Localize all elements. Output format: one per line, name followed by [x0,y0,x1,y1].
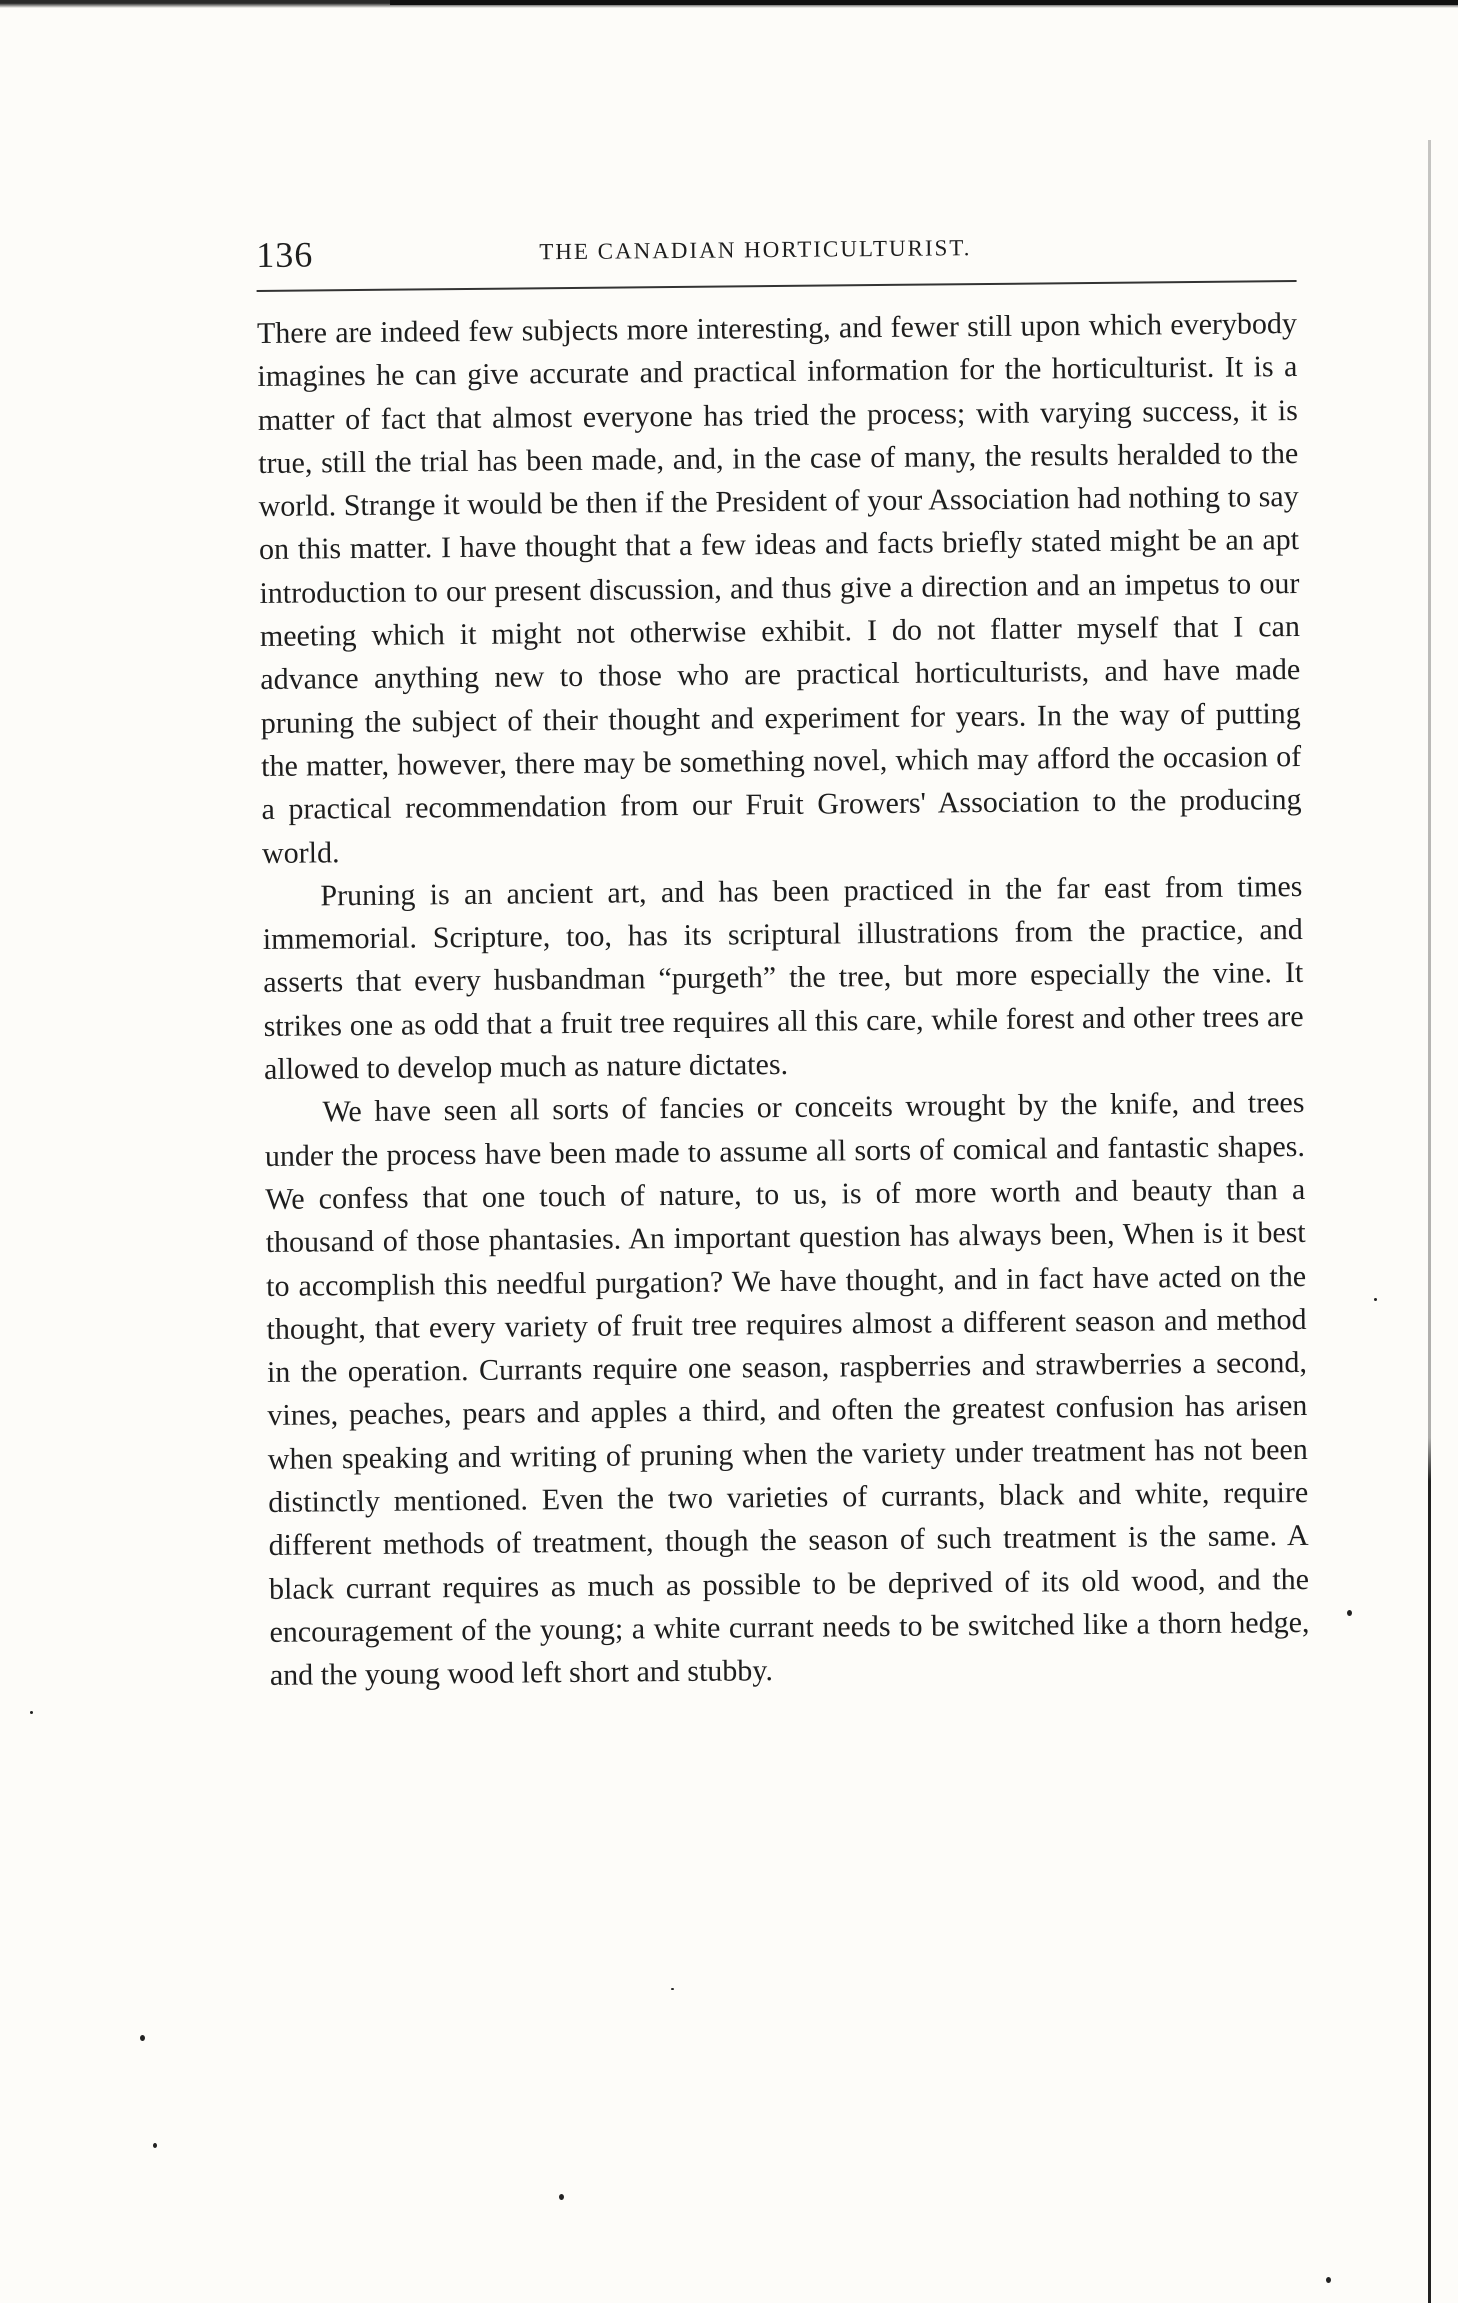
scan-speck [1347,1610,1352,1616]
scan-speck [1326,2277,1331,2283]
body-text [257,302,1310,1697]
scan-top-edge-dark [390,0,1458,5]
scan-speck [559,2194,564,2200]
paragraph-1: There are indeed few subjects more interesting, and fewer still upon which everybody imagines he can give accurate and practical information for the horticulturist. It is a matter of fact that almost everyone has tried the process; with varying success, it is true, still the trial has been made, and, in the case of many, the results heralded to the world. Strange it would be then if the President of your Association had nothing to say on this matter. I have thought that a few ideas and facts briefly stated might be an apt introduction to our present discussion, and thus give a direction and an impetus to our meeting which it might not otherwise exhibit. I do not flatter myself that I can advance anything new to those who are practical horticulturists, and have made pruning the subject of their thought and experiment for years. In the way of putting the matter, however, there may be something novel, which may afford the occasion of a practical recommendation from our Fruit Growers' Association to the producing world. [256,307,1302,870]
scan-right-edge [1428,140,1431,2303]
paragraph-2: Pruning is an ancient art, and has been practiced in the far east from times immemorial. Scripture, too, has its scriptural illustrations from the practice, and asserts that every husbandman “purgeth” the tree, but more especially the vine. It strikes one as odd that a fruit tree requires all this care, while forest and other trees are allowed to develop much as nature dictates. [262,869,1304,1087]
scan-speck [671,1988,674,1990]
scan-speck [140,2035,145,2041]
running-head [256,218,1317,288]
running-title: THE CANADIAN HORTICULTURIST. [539,235,972,265]
scan-speck [1374,1298,1377,1301]
book-page [256,218,1317,1693]
page-number: 136 [256,234,314,275]
scan-speck [30,1711,33,1714]
paragraph-3: We have seen all sorts of fancies or conceits wrought by the knife, and trees under the process have been made to assume all sorts of comical and fantastic shapes. We confess that one touch of nature, to us, is of more worth and beauty than a thousand of those phantasies. An important question has always been, When is it best to accomplish this needful purgation? We have thought, and in fact have acted on the thought, that every variety of fruit tree requires almost a different season and method in the operation. Currants require one season, raspberries and strawberries a second, vines, peaches, pears and apples a third, and often the greatest confusion has arisen when speaking and writing of pruning when the variety under treatment has not been distinctly mentioned. Even the two varieties of currants, black and white, require different methods of treatment, though the season of such treatment is the same. A black currant requires as much as possible to be deprived of its old wood, and the encouragement of the young; a white currant needs to be switched like a thorn hedge, and the young wood left short and stubby. [264,1086,1310,1693]
scan-speck [153,2143,157,2148]
